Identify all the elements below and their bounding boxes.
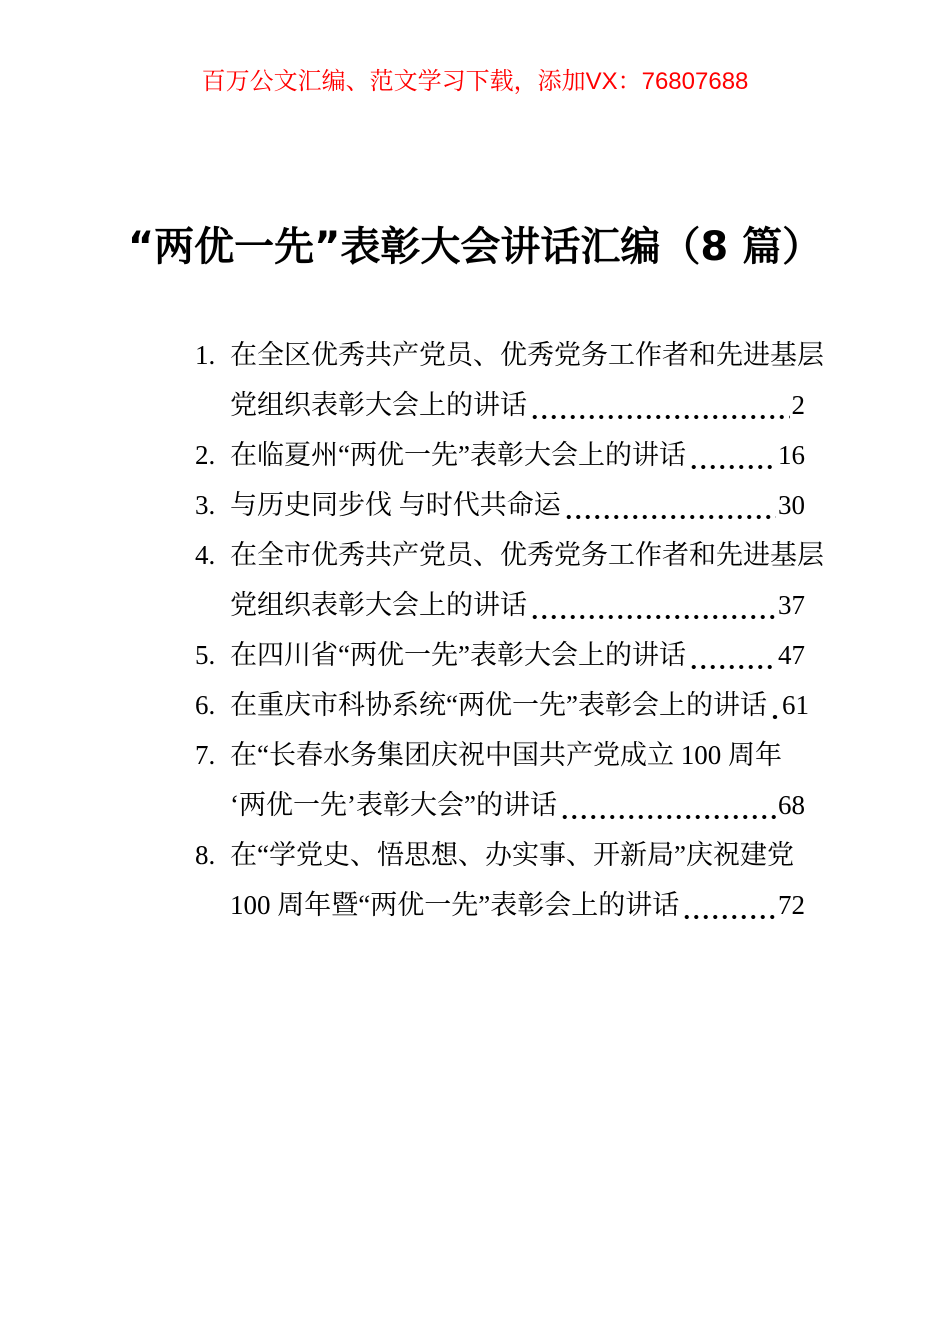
- toc-page-number: 16: [778, 440, 805, 470]
- toc-page-number: 2: [791, 390, 805, 420]
- toc-item: [195, 630, 805, 680]
- toc-item-number: 5.: [195, 640, 216, 670]
- toc-item: [195, 530, 824, 630]
- toc-leader-dots: [682, 914, 776, 920]
- toc-item-number: 1.: [195, 340, 216, 370]
- toc-page-number: 37: [778, 590, 805, 620]
- toc-item-text: 在“学党史、悟思想、办实事、开新局”庆祝建党: [230, 840, 794, 870]
- toc-item-text: 在四川省“两优一先”表彰大会上的讲话: [230, 640, 686, 670]
- toc-item-text: 在临夏州“两优一先”表彰大会上的讲话: [230, 440, 686, 470]
- toc-leader-dots: [530, 414, 790, 420]
- toc-leader-dots: [770, 714, 780, 720]
- toc-item: [195, 680, 809, 730]
- toc-leader-dots: [689, 664, 776, 670]
- toc-item-number: 3.: [195, 490, 216, 520]
- toc-item-text: 党组织表彰大会上的讲话: [230, 390, 527, 420]
- toc-item-text: 在“长春水务集团庆祝中国共产党成立 100 周年: [230, 740, 782, 770]
- toc-item: [195, 730, 805, 830]
- toc-item-text: ‘两优一先’表彰大会”的讲话: [230, 790, 557, 820]
- toc-item-text: 在全市优秀共产党员、优秀党务工作者和先进基层: [230, 540, 824, 570]
- toc-leader-dots: [560, 814, 776, 820]
- toc-item-number: 2.: [195, 440, 216, 470]
- toc-item-text: 100 周年暨“两优一先”表彰会上的讲话: [230, 890, 680, 920]
- toc-item-text: 与历史同步伐 与时代共命运: [230, 490, 561, 520]
- toc-page-number: 47: [778, 640, 805, 670]
- toc-item-number: 7.: [195, 740, 216, 770]
- toc-page-number: 61: [781, 690, 809, 720]
- toc-leader-dots: [689, 464, 776, 470]
- toc-leader-dots: [564, 514, 776, 520]
- toc-item: [195, 330, 824, 430]
- toc-page-number: 30: [778, 490, 805, 520]
- toc-item-number: 4.: [195, 540, 216, 570]
- toc-item: [195, 480, 805, 530]
- table-of-contents: [195, 330, 824, 930]
- toc-item-number: 6.: [195, 690, 216, 720]
- toc-leader-dots: [530, 614, 776, 620]
- toc-item-text: 在重庆市科协系统“两优一先”表彰会上的讲话: [230, 690, 767, 720]
- toc-page-number: 72: [778, 890, 805, 920]
- toc-item-number: 8.: [195, 840, 216, 870]
- toc-page-number: 68: [778, 790, 805, 820]
- toc-item-text: 党组织表彰大会上的讲话: [230, 590, 527, 620]
- toc-item: [195, 830, 805, 930]
- toc-item: [195, 430, 805, 480]
- promo-header-note: 百万公文汇编、范文学习下载，添加VX：76807688: [201, 68, 749, 95]
- page-title: “两优一先”表彰大会讲话汇编（8 篇）: [127, 224, 823, 270]
- toc-item-text: 在全区优秀共产党员、优秀党务工作者和先进基层: [230, 340, 824, 370]
